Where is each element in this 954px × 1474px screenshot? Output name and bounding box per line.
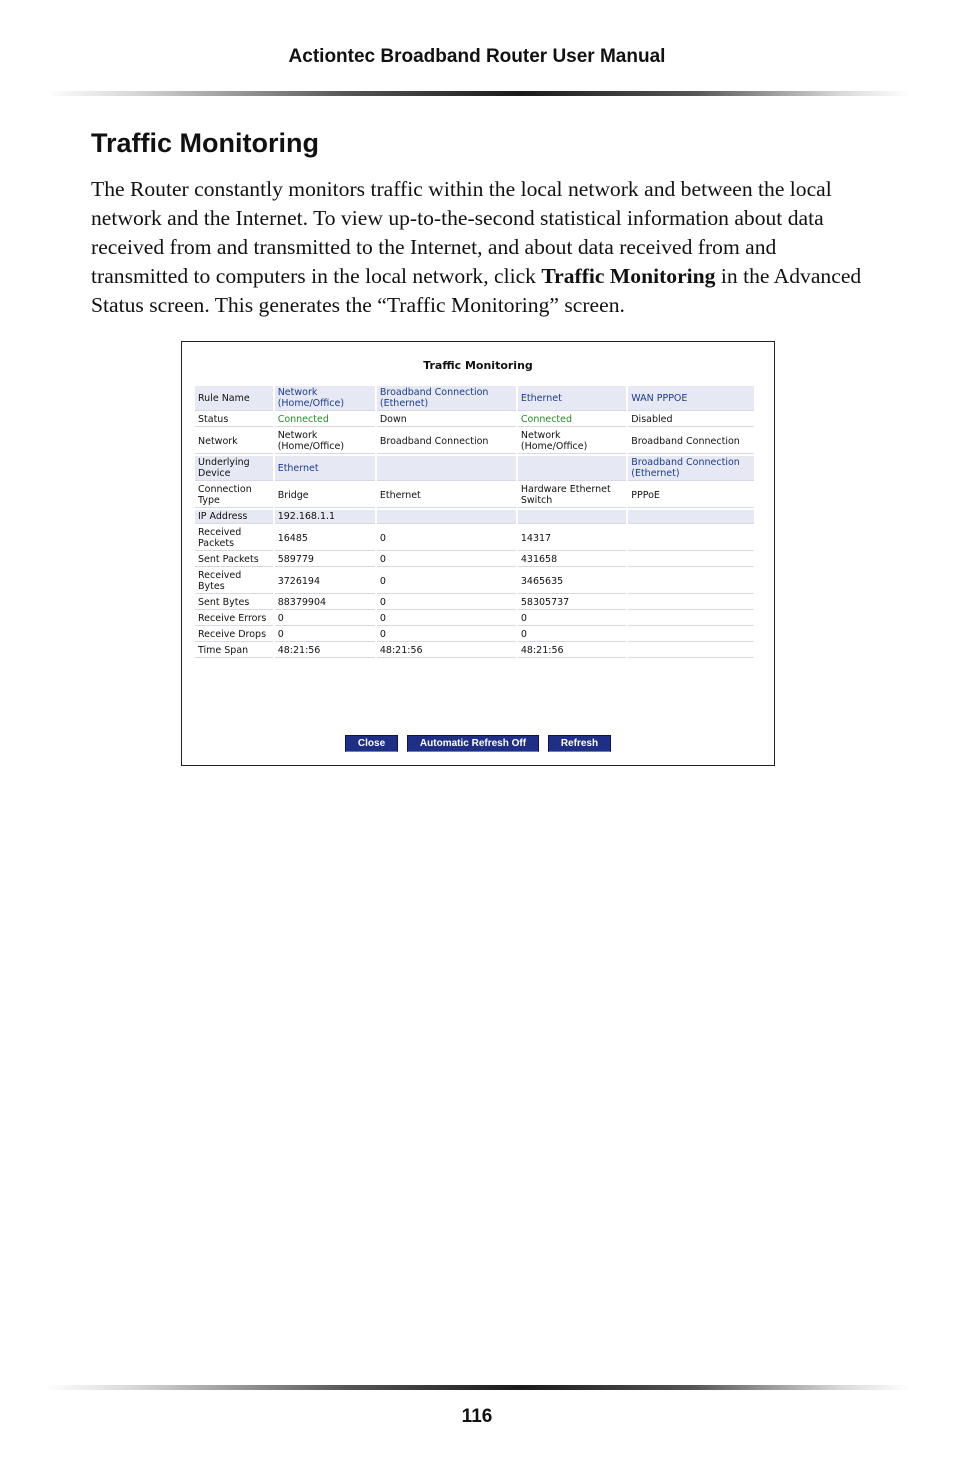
row-label: Received Packets [195, 526, 273, 551]
row-label: Received Bytes [195, 569, 273, 594]
table-cell: Broadband Connection [628, 429, 754, 454]
row-label: Sent Packets [195, 553, 273, 567]
table-cell: Network (Home/Office) [518, 429, 626, 454]
table-cell: 58305737 [518, 596, 626, 610]
row-label: Receive Drops [195, 628, 273, 642]
status-value: Connected [275, 413, 375, 427]
table-cell: 431658 [518, 553, 626, 567]
table-cell [377, 510, 516, 524]
status-value: Connected [518, 413, 626, 427]
table-cell [628, 644, 754, 658]
status-value: Down [377, 413, 516, 427]
table-row [195, 553, 754, 567]
table-cell: Hardware Ethernet Switch [518, 483, 626, 508]
table-cell: 0 [275, 628, 375, 642]
footer-divider [44, 1385, 910, 1390]
row-label: Time Span [195, 644, 273, 658]
row-label: Rule Name [195, 386, 273, 411]
table-cell [628, 569, 754, 594]
status-value: Disabled [628, 413, 754, 427]
table-row [195, 413, 754, 427]
row-label: IP Address [195, 510, 273, 524]
table-row [195, 569, 754, 594]
table-cell: Bridge [275, 483, 375, 508]
traffic-table [193, 384, 756, 660]
table-row [195, 386, 754, 411]
table-cell: Network (Home/Office) [275, 429, 375, 454]
paragraph-text-2: in the Advanced Status screen. This generates the “Traffic Monitoring” screen. [91, 264, 862, 317]
table-cell: 16485 [275, 526, 375, 551]
page-number: 116 [461, 1406, 493, 1427]
table-cell: 48:21:56 [518, 644, 626, 658]
table-cell: 3465635 [518, 569, 626, 594]
table-cell: 48:21:56 [377, 644, 516, 658]
paragraph-text-1: The Router constantly monitors traffic within the local network and between the local network and the Internet. To view up-to-the-second statistical information about data received from and transmitted to the Internet, and about data received from and transmitted to computers in the local network, click [91, 177, 832, 288]
table-row [195, 456, 754, 481]
row-label: Network [195, 429, 273, 454]
table-cell: 88379904 [275, 596, 375, 610]
table-cell: 0 [377, 596, 516, 610]
close-button[interactable]: Close [345, 735, 398, 752]
table-cell: 48:21:56 [275, 644, 375, 658]
button-bar [182, 735, 774, 752]
rule-link[interactable]: WAN PPPOE [628, 386, 754, 411]
table-cell [518, 456, 626, 481]
table-cell [518, 510, 626, 524]
table-cell: 589779 [275, 553, 375, 567]
table-cell: 0 [518, 628, 626, 642]
table-cell: 0 [377, 553, 516, 567]
table-cell: Broadband Connection [377, 429, 516, 454]
device-link[interactable]: Broadband Connection (Ethernet) [628, 456, 754, 481]
table-cell: 0 [377, 569, 516, 594]
device-link[interactable]: Ethernet [275, 456, 375, 481]
table-cell: 0 [377, 526, 516, 551]
table-cell: 3726194 [275, 569, 375, 594]
row-label: Underlying Device [195, 456, 273, 481]
row-label: Status [195, 413, 273, 427]
table-row [195, 644, 754, 658]
running-header: Actiontec Broadband Router User Manual [288, 46, 666, 67]
screenshot-title: Traffic Monitoring [423, 359, 533, 372]
automatic-refresh-button[interactable]: Automatic Refresh Off [407, 735, 539, 752]
table-cell [377, 456, 516, 481]
body-paragraph [91, 175, 866, 320]
refresh-button[interactable]: Refresh [548, 735, 611, 752]
table-cell: Ethernet [377, 483, 516, 508]
table-cell: 0 [377, 612, 516, 626]
table-cell [628, 596, 754, 610]
table-cell [628, 628, 754, 642]
header-divider [44, 91, 910, 96]
table-cell: 192.168.1.1 [275, 510, 375, 524]
table-cell: PPPoE [628, 483, 754, 508]
paragraph-bold-term: Traffic Monitoring [541, 264, 716, 288]
table-cell: 0 [377, 628, 516, 642]
row-label: Connection Type [195, 483, 273, 508]
table-row [195, 612, 754, 626]
table-cell: 14317 [518, 526, 626, 551]
table-cell [628, 510, 754, 524]
row-label: Receive Errors [195, 612, 273, 626]
table-row [195, 429, 754, 454]
table-row [195, 596, 754, 610]
table-row [195, 628, 754, 642]
table-row [195, 510, 754, 524]
section-title: Traffic Monitoring [91, 128, 319, 158]
traffic-monitoring-screenshot [181, 341, 775, 766]
rule-link[interactable]: Ethernet [518, 386, 626, 411]
table-row [195, 526, 754, 551]
rule-link[interactable]: Broadband Connection (Ethernet) [377, 386, 516, 411]
table-row [195, 483, 754, 508]
row-label: Sent Bytes [195, 596, 273, 610]
table-cell [628, 526, 754, 551]
table-cell: 0 [518, 612, 626, 626]
table-cell [628, 612, 754, 626]
rule-link[interactable]: Network (Home/Office) [275, 386, 375, 411]
table-cell: 0 [275, 612, 375, 626]
table-cell [628, 553, 754, 567]
